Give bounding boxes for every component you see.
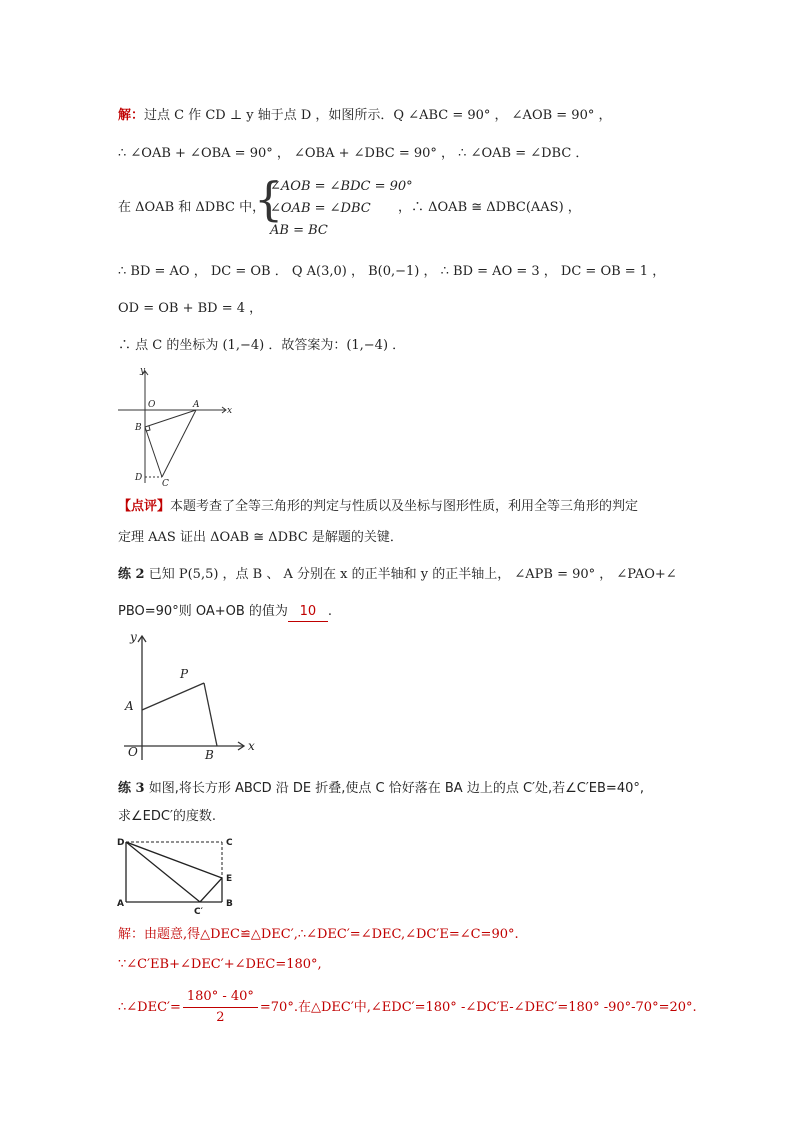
label-y: y <box>130 630 137 644</box>
comment-label: 【点评】 <box>118 499 171 514</box>
exercise-2-line-2 <box>118 603 332 622</box>
label-x: x <box>227 406 233 416</box>
label-A: A <box>125 699 134 713</box>
solution-1-line-3-prefix: 在 ΔOAB 和 ΔDBC 中， <box>118 200 266 215</box>
segment-BC <box>145 427 162 477</box>
segment-AP <box>142 683 204 710</box>
exercise-3-label: 练 3 <box>118 781 145 796</box>
solution-1-line-5: OD = OB + BD = 4 ， <box>118 301 263 316</box>
label-P: P <box>180 667 189 681</box>
figure-3-rectangle-fold <box>114 832 244 918</box>
solution-3-line-2: ∵∠C′EB+∠DEC′+∠DEC=180°, <box>118 957 322 972</box>
exercise-3-line-1 <box>118 780 644 798</box>
figure-2-coordinate-diagram <box>118 628 268 768</box>
solution-3-text-suffix: =70°.在△DEC′中,∠EDC′=180° -∠DC′E-∠DEC′=180° -90°-70°=20°. <box>259 1000 697 1015</box>
label-B: B <box>205 748 214 762</box>
system-brace: { <box>254 172 284 226</box>
label-y: y <box>140 366 146 376</box>
answer-blank: 10 <box>288 603 328 622</box>
label-B: B <box>135 423 142 433</box>
segment-PB <box>204 683 217 746</box>
label-x: x <box>248 739 255 753</box>
comment-line-2: 定理 AAS 证出 ΔOAB ≅ ΔDBC 是解题的关键． <box>118 530 403 545</box>
solution-1-line-2: ∴ ∠OAB + ∠OBA = 90° ， ∠OBA + ∠DBC = 90° ， ∴ ∠OAB = ∠DBC ． <box>118 146 589 161</box>
segment-C-prime-E <box>200 878 222 902</box>
solution-3-text-prefix: ∴∠DEC′= <box>118 1000 181 1015</box>
fraction-numerator: 180° - 40° <box>183 987 258 1008</box>
solution-1-line-6: ∴ 点 C 的坐标为 (1,−4) ．故答案为：(1,−4) ． <box>118 338 406 353</box>
exercise-2-line-1 <box>118 566 677 584</box>
solution-3-line-1: 解：由题意,得△DEC≌△DEC′,∴∠DEC′=∠DEC,∠DC′E=∠C=90°. <box>118 927 519 942</box>
solution-1-line-1 <box>118 107 611 125</box>
label-C-prime: C′ <box>194 907 203 917</box>
exercise-3-text-1: 如图,将长方形 ABCD 沿 DE 折叠,使点 C 恰好落在 BA 边上的点 C′处,若∠C′EB=40°, <box>148 781 645 796</box>
solution-1-text-1: 过点 C 作 CD ⊥ y 轴于点 D ，如图所示．Q ∠ABC = 90° ， ∠AOB = 90° ， <box>144 108 612 123</box>
system-equation-3: AB = BC <box>270 223 328 238</box>
label-B: B <box>226 899 233 909</box>
label-A: A <box>117 899 124 909</box>
comment-text-1: 本题考查了全等三角形的判定与性质以及坐标与图形性质，利用全等三角形的判定 <box>170 499 639 514</box>
label-C: C <box>162 479 169 489</box>
figure-1-coordinate-diagram <box>118 365 238 490</box>
solution-label: 解： <box>118 108 145 123</box>
exercise-2-text-2: PBO=90°则 OA+OB 的值为 <box>118 604 288 619</box>
label-E: E <box>226 874 233 884</box>
solution-3-line-3 <box>118 987 697 1028</box>
comment-line-1 <box>118 498 638 516</box>
solution-1-line-4: ∴ BD = AO ， DC = OB ． Q A(3,0) ， B(0,−1) ， ∴ BD = AO = 3 ， DC = OB = 1 ， <box>118 264 666 279</box>
exercise-2-label: 练 2 <box>118 567 145 582</box>
fold-line-DE <box>126 842 222 878</box>
exercise-2-period: . <box>327 604 333 619</box>
exercise-3-line-2: 求∠EDC′的度数. <box>118 809 217 824</box>
fraction <box>183 987 258 1028</box>
label-D: D <box>135 473 143 483</box>
solution-1-line-3-suffix: ，∴ ΔOAB ≅ ΔDBC(AAS) ， <box>398 200 581 215</box>
system-equation-2: ∠OAB = ∠DBC <box>270 201 371 216</box>
label-A: A <box>193 400 200 410</box>
label-C: C <box>226 838 233 848</box>
segment-DC-prime <box>126 842 200 902</box>
system-equation-1: ∠AOB = ∠BDC = 90° <box>270 179 413 194</box>
label-O: O <box>148 400 156 410</box>
label-D: D <box>117 838 125 848</box>
label-O: O <box>128 745 138 759</box>
fraction-denominator: 2 <box>216 1010 225 1025</box>
exercise-2-text-1: 已知 P(5,5) ，点 B 、 A 分别在 x 的正半轴和 y 的正半轴上， ∠APB = 90° ， ∠PAO+∠ <box>148 567 677 582</box>
